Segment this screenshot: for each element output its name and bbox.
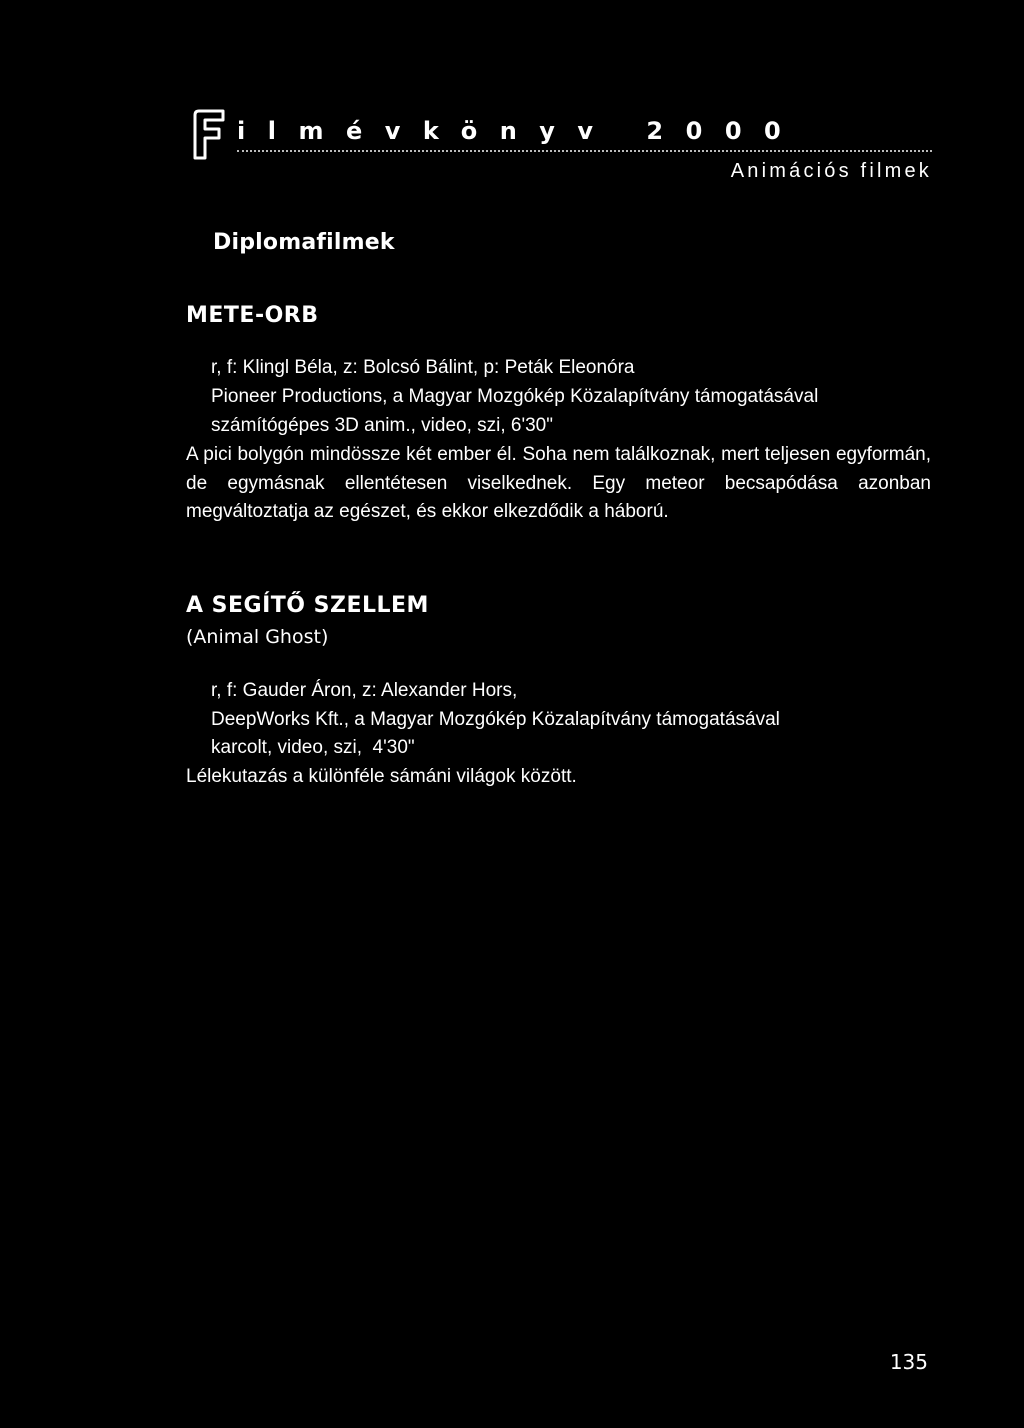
header-divider: [237, 150, 932, 152]
letter-f-logo-icon: [192, 108, 226, 160]
film-credits-line: számítógépes 3D anim., video, szi, 6'30": [211, 415, 553, 436]
film-title: A SEGÍTŐ SZELLEM: [186, 593, 429, 618]
film-description: Lélekutazás a különféle sámáni világok között.: [186, 766, 577, 787]
film-title: METE-ORB: [186, 303, 319, 328]
category-heading: Diplomafilmek: [213, 230, 395, 255]
film-credits-line: Pioneer Productions, a Magyar Mozgókép Közalapítvány támogatásával: [211, 386, 819, 407]
film-credits-line: DeepWorks Kft., a Magyar Mozgókép Közalapítvány támogatásával: [211, 709, 780, 730]
film-description: A pici bolygón mindössze két ember él. Soha nem találkoznak, mert teljesen egyformán, de egymásnak ellentétesen viselkednek. Egy meteor becsapódása azonban megváltoztatja az egészet, és ekkor elkezdődik a háború.: [186, 444, 931, 523]
film-credits-line: r, f: Gauder Áron, z: Alexander Hors,: [211, 680, 518, 701]
section-label: Animációs filmek: [730, 160, 932, 182]
film-original-title: (Animal Ghost): [186, 626, 329, 648]
film-credits-line: r, f: Klingl Béla, z: Bolcsó Bálint, p: Peták Eleonóra: [211, 357, 635, 378]
book-title: ilmévkönyv 2000: [237, 117, 804, 145]
film-credits-line: karcolt, video, szi, 4'30": [211, 737, 415, 758]
page-number: 135: [889, 1350, 928, 1374]
